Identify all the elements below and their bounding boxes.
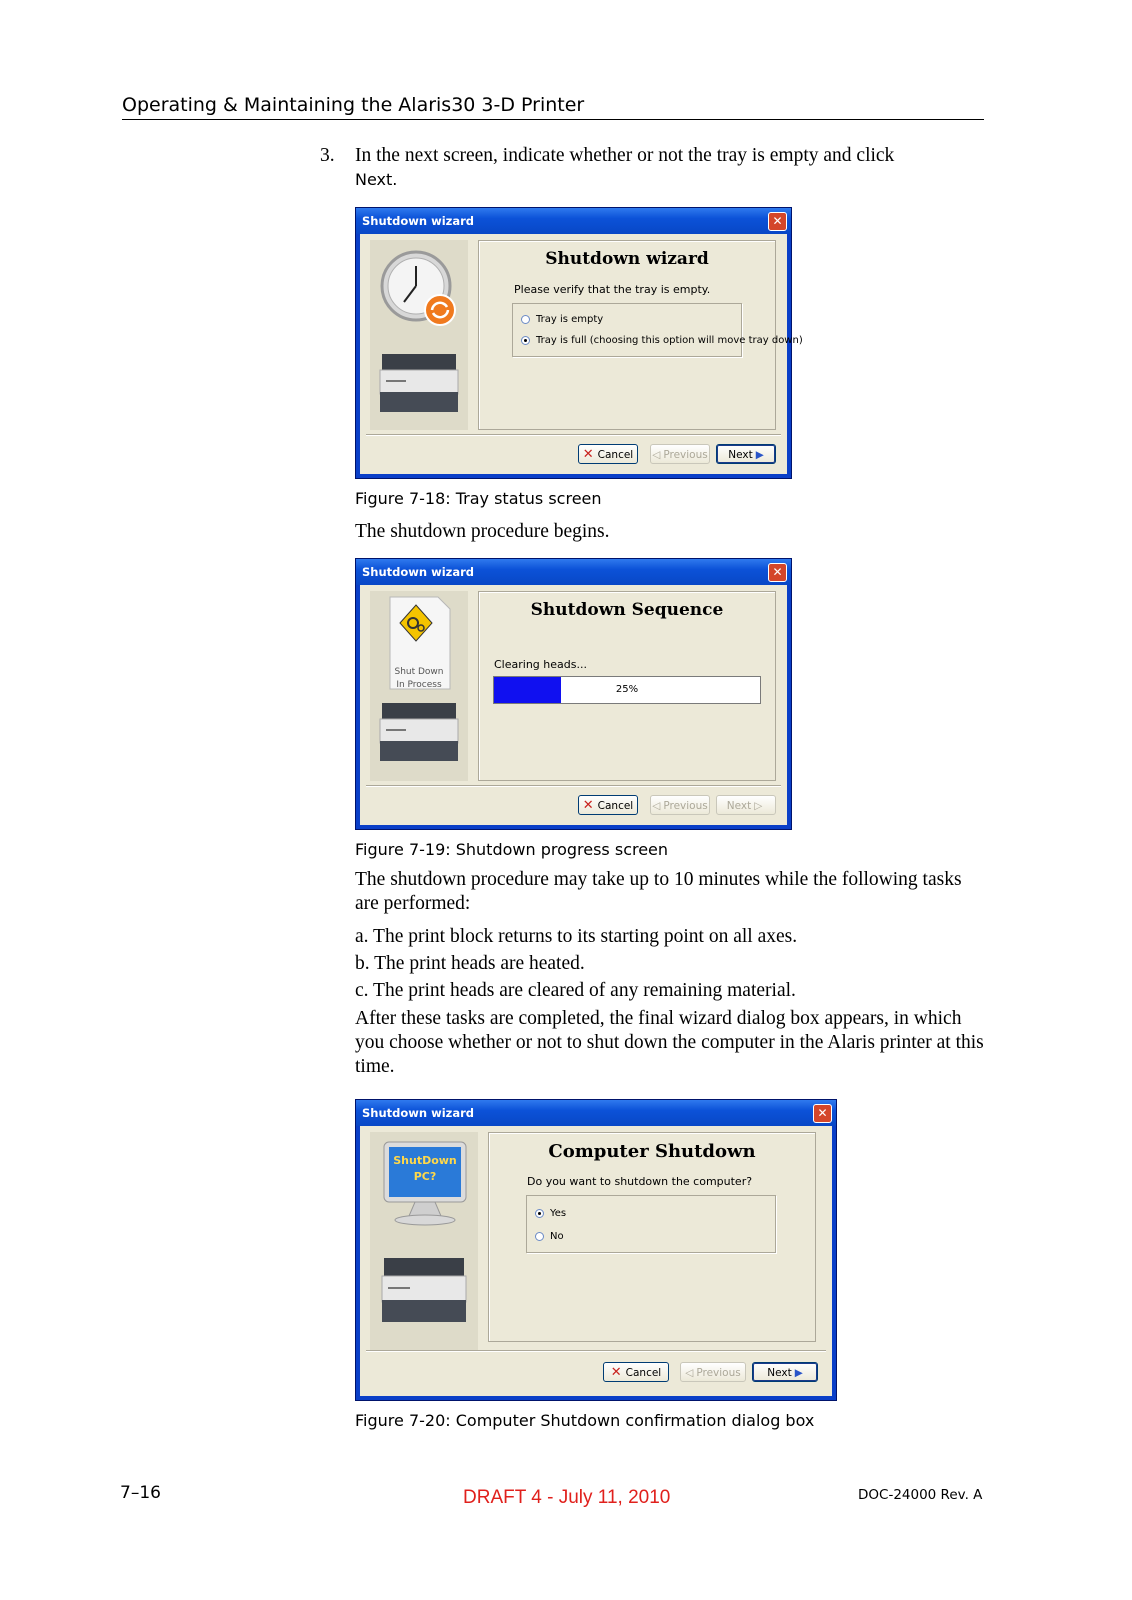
- clock-refresh-icon: [370, 240, 468, 430]
- icon-label-1: Shut Down: [394, 667, 444, 677]
- page-number: 7–16: [120, 1483, 161, 1503]
- figure-caption: Figure 7-20: Computer Shutdown confirmation dialog box: [355, 1411, 815, 1430]
- figure-caption: Figure 7-18: Tray status screen: [355, 489, 602, 508]
- radio-yes[interactable]: Yes: [535, 1208, 566, 1219]
- radio-no[interactable]: No: [535, 1231, 564, 1242]
- wizard-main-panel: [478, 591, 776, 781]
- next-button[interactable]: Next ▶: [716, 444, 776, 464]
- printer-icon: [370, 701, 468, 781]
- dialog-title: Shutdown wizard: [356, 1100, 836, 1126]
- close-icon[interactable]: ✕: [768, 212, 787, 231]
- doc-number: DOC-24000 Rev. A: [858, 1487, 983, 1503]
- shutdown-options-group: [526, 1195, 776, 1253]
- icon-label-2: In Process: [396, 680, 442, 690]
- close-icon[interactable]: ✕: [768, 563, 787, 582]
- tray-options-group: [512, 303, 803, 357]
- wizard-heading: Shutdown wizard: [545, 249, 709, 269]
- paragraph: The shutdown procedure begins.: [355, 521, 610, 542]
- figure-caption: Figure 7-19: Shutdown progress screen: [355, 840, 669, 859]
- previous-button[interactable]: ◁ Previous: [680, 1362, 746, 1382]
- wizard-prompt: Please verify that the tray is empty.: [514, 283, 711, 296]
- printer-icon: [370, 1254, 478, 1344]
- paragraph: After these tasks are completed, the final wizard dialog box appears, in which you choose whether or not to shut down the computer in the Alaris printer at this time.: [355, 1008, 984, 1077]
- cancel-button[interactable]: ✕ Cancel: [603, 1362, 669, 1382]
- wizard-heading: Shutdown Sequence: [530, 600, 724, 620]
- list-item: a. The print block returns to its starting point on all axes.: [355, 926, 798, 947]
- radio-tray-empty[interactable]: Tray is empty: [521, 314, 603, 325]
- printer-icon: [380, 354, 458, 412]
- wizard-side-panel: [370, 591, 468, 781]
- wizard-prompt: Do you want to shutdown the computer?: [527, 1175, 753, 1188]
- icon-label-1: ShutDown: [393, 1154, 457, 1167]
- next-button[interactable]: Next ▷: [716, 795, 776, 815]
- dialog-title: Shutdown wizard: [356, 208, 791, 234]
- icon-label-2: PC?: [413, 1170, 437, 1183]
- dialog-title: Shutdown wizard: [356, 559, 791, 585]
- wizard-side-panel: [370, 1132, 478, 1350]
- monitor-icon: [370, 1132, 478, 1242]
- cancel-button[interactable]: ✕ Cancel: [578, 795, 638, 815]
- wizard-main-panel: [488, 1132, 816, 1342]
- shutdown-progress-dialog: [355, 558, 792, 830]
- progress-bar: [493, 676, 761, 704]
- computer-shutdown-dialog: [355, 1099, 837, 1401]
- progress-status: Clearing heads...: [494, 658, 587, 671]
- previous-button[interactable]: ◁ Previous: [650, 795, 710, 815]
- step-next-word: Next.: [355, 170, 398, 189]
- wizard-heading: Computer Shutdown: [548, 1141, 756, 1162]
- paragraph: The shutdown procedure may take up to 10 minutes while the following tasks are performed:: [355, 869, 962, 914]
- wizard-main-panel: [478, 240, 803, 430]
- cancel-button[interactable]: ✕ Cancel: [578, 444, 638, 464]
- page-header: Operating & Maintaining the Alaris30 3-D Printer: [122, 94, 984, 120]
- list-item: c. The print heads are cleared of any remaining material.: [355, 980, 796, 1001]
- step-text: In the next screen, indicate whether or not the tray is empty and click: [355, 145, 895, 166]
- draft-watermark: DRAFT 4 - July 11, 2010: [463, 1487, 671, 1508]
- close-icon[interactable]: ✕: [813, 1104, 832, 1123]
- progress-label: 25%: [615, 684, 639, 695]
- step-number: 3.: [320, 145, 335, 166]
- list-item: b. The print heads are heated.: [355, 953, 585, 974]
- radio-tray-full[interactable]: Tray is full (choosing this option will move tray down): [521, 335, 803, 346]
- wizard-side-panel: [370, 240, 468, 430]
- previous-button[interactable]: ◁ Previous: [650, 444, 710, 464]
- tray-status-dialog: [355, 207, 803, 479]
- step-3: [320, 144, 985, 192]
- next-button[interactable]: Next ▶: [752, 1362, 818, 1382]
